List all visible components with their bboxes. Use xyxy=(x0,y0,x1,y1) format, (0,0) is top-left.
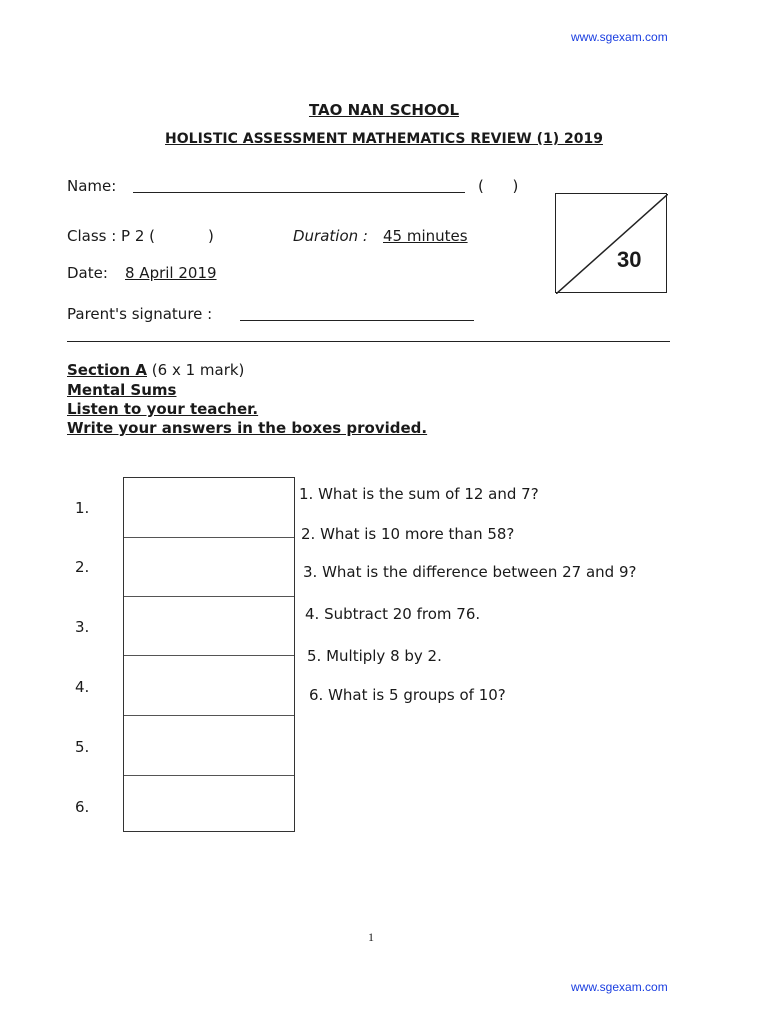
answer-box-divider xyxy=(124,596,294,597)
date-label: Date: xyxy=(67,264,108,282)
answer-number: 1. xyxy=(75,499,90,517)
duration-value: 45 minutes xyxy=(383,227,468,245)
assessment-title: HOLISTIC ASSESSMENT MATHEMATICS REVIEW (1) 2019 xyxy=(165,131,603,147)
answer-number: 4. xyxy=(75,678,90,696)
class-close: ) xyxy=(208,227,214,245)
name-label: Name: xyxy=(67,177,117,195)
parent-signature-line xyxy=(240,320,474,321)
answer-box-divider xyxy=(124,775,294,776)
answer-box-divider xyxy=(124,715,294,716)
section-heading-row xyxy=(67,361,244,379)
answer-number: 2. xyxy=(75,558,90,576)
question-6: 6. What is 5 groups of 10? xyxy=(309,686,506,704)
watermark-url-bottom: www.sgexam.com xyxy=(571,980,668,994)
answer-number: 3. xyxy=(75,618,90,636)
answer-number: 6. xyxy=(75,798,90,816)
name-line xyxy=(133,192,465,193)
answer-box-divider xyxy=(124,537,294,538)
section-heading: Section A xyxy=(67,361,147,379)
question-3: 3. What is the difference between 27 and 9? xyxy=(303,563,637,581)
instruction-listen: Listen to your teacher. xyxy=(67,400,259,418)
question-2: 2. What is 10 more than 58? xyxy=(301,525,515,543)
answer-box-divider xyxy=(124,655,294,656)
answer-boxes xyxy=(123,477,295,832)
question-4: 4. Subtract 20 from 76. xyxy=(305,605,481,623)
instruction-write: Write your answers in the boxes provided. xyxy=(67,419,428,437)
score-total: 30 xyxy=(617,247,642,272)
class-label: Class : P 2 ( xyxy=(67,227,156,245)
watermark-url-top: www.sgexam.com xyxy=(571,30,668,44)
section-subheading: Mental Sums xyxy=(67,381,177,399)
duration-label: Duration : xyxy=(293,227,368,245)
header-divider xyxy=(67,341,670,342)
page-number: 1 xyxy=(368,930,374,944)
question-5: 5. Multiply 8 by 2. xyxy=(307,647,442,665)
section-marks: (6 x 1 mark) xyxy=(151,361,245,379)
question-1: 1. What is the sum of 12 and 7? xyxy=(299,485,539,503)
parent-signature-label: Parent's signature : xyxy=(67,305,213,323)
date-value: 8 April 2019 xyxy=(125,264,217,282)
score-box xyxy=(555,193,667,293)
score-diagonal xyxy=(556,194,668,294)
index-brackets: ( ) xyxy=(478,177,519,195)
school-name: TAO NAN SCHOOL xyxy=(308,101,459,119)
answer-number: 5. xyxy=(75,738,90,756)
